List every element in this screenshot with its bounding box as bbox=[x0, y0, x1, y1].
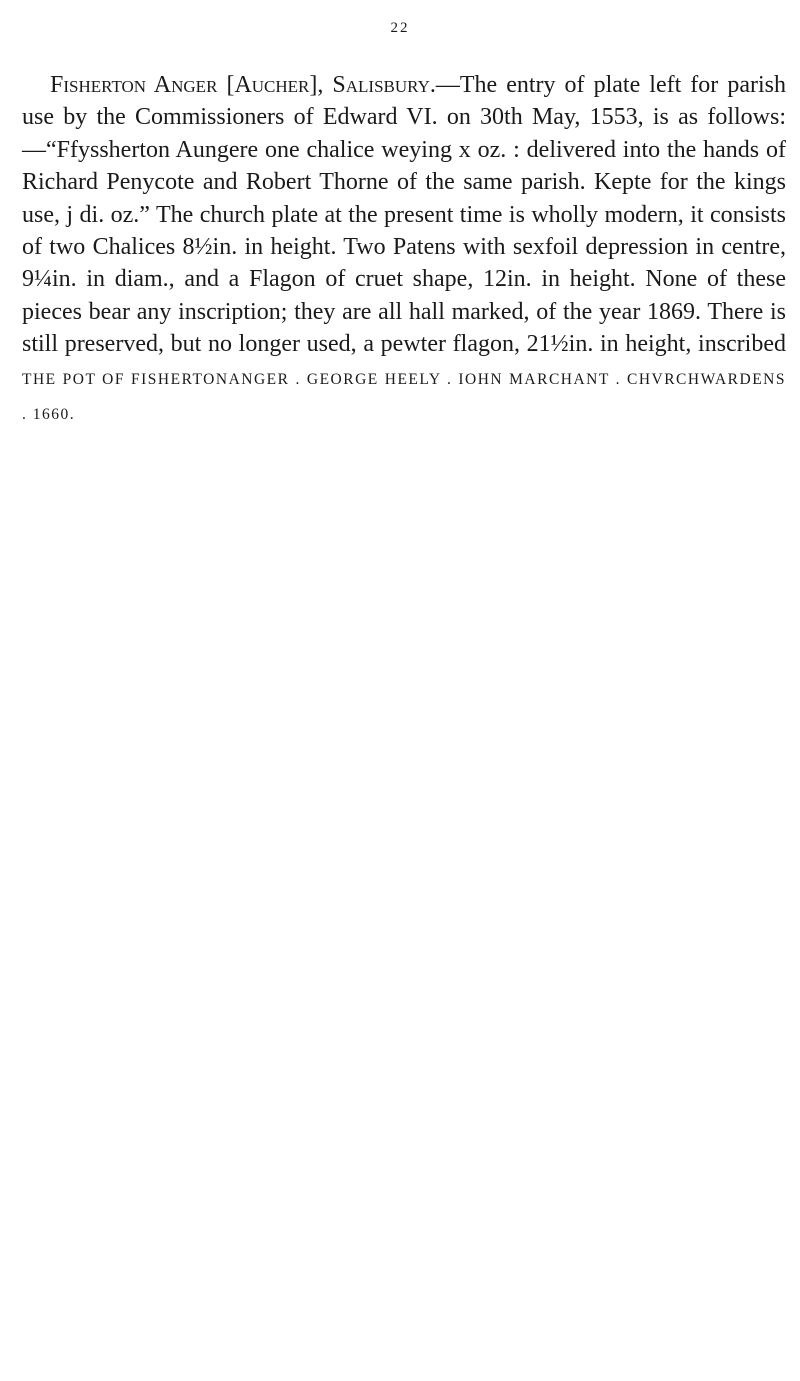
page-number: 22 bbox=[390, 20, 410, 36]
entry-inscription: THE POT OF FISHERTONANGER . GEORGE HEELY . IOHN MARCHANT . CHVRCHWARDENS . 1660. bbox=[22, 370, 786, 424]
entry-paragraph bbox=[22, 69, 786, 431]
entry-heading: Fisherton Anger [Aucher], Salisbury. bbox=[50, 72, 436, 98]
entry-text: —The entry of plate left for parish use by the Commissioners of Edward VI. on 30th May, 1553, is as follows:—“Ffyssherton Aungere one chalice weying x oz. : delivered into the hands of Richard Penycote and Robert Thorne of the same parish. Kepte for the kings use, j di. oz.” The church plate at the present time is wholly modern, it consists of two Chalices 8½in. in height. Two Patens with sexfoil depression in centre, 9¼in. in diam., and a Flagon of cruet shape, 12in. in height. None of these pieces bear any inscription; they are all hall marked, of the year 1869. There is still preserved, but no longer used, a pewter flagon, 21½in. in height, inscribed bbox=[22, 72, 786, 358]
